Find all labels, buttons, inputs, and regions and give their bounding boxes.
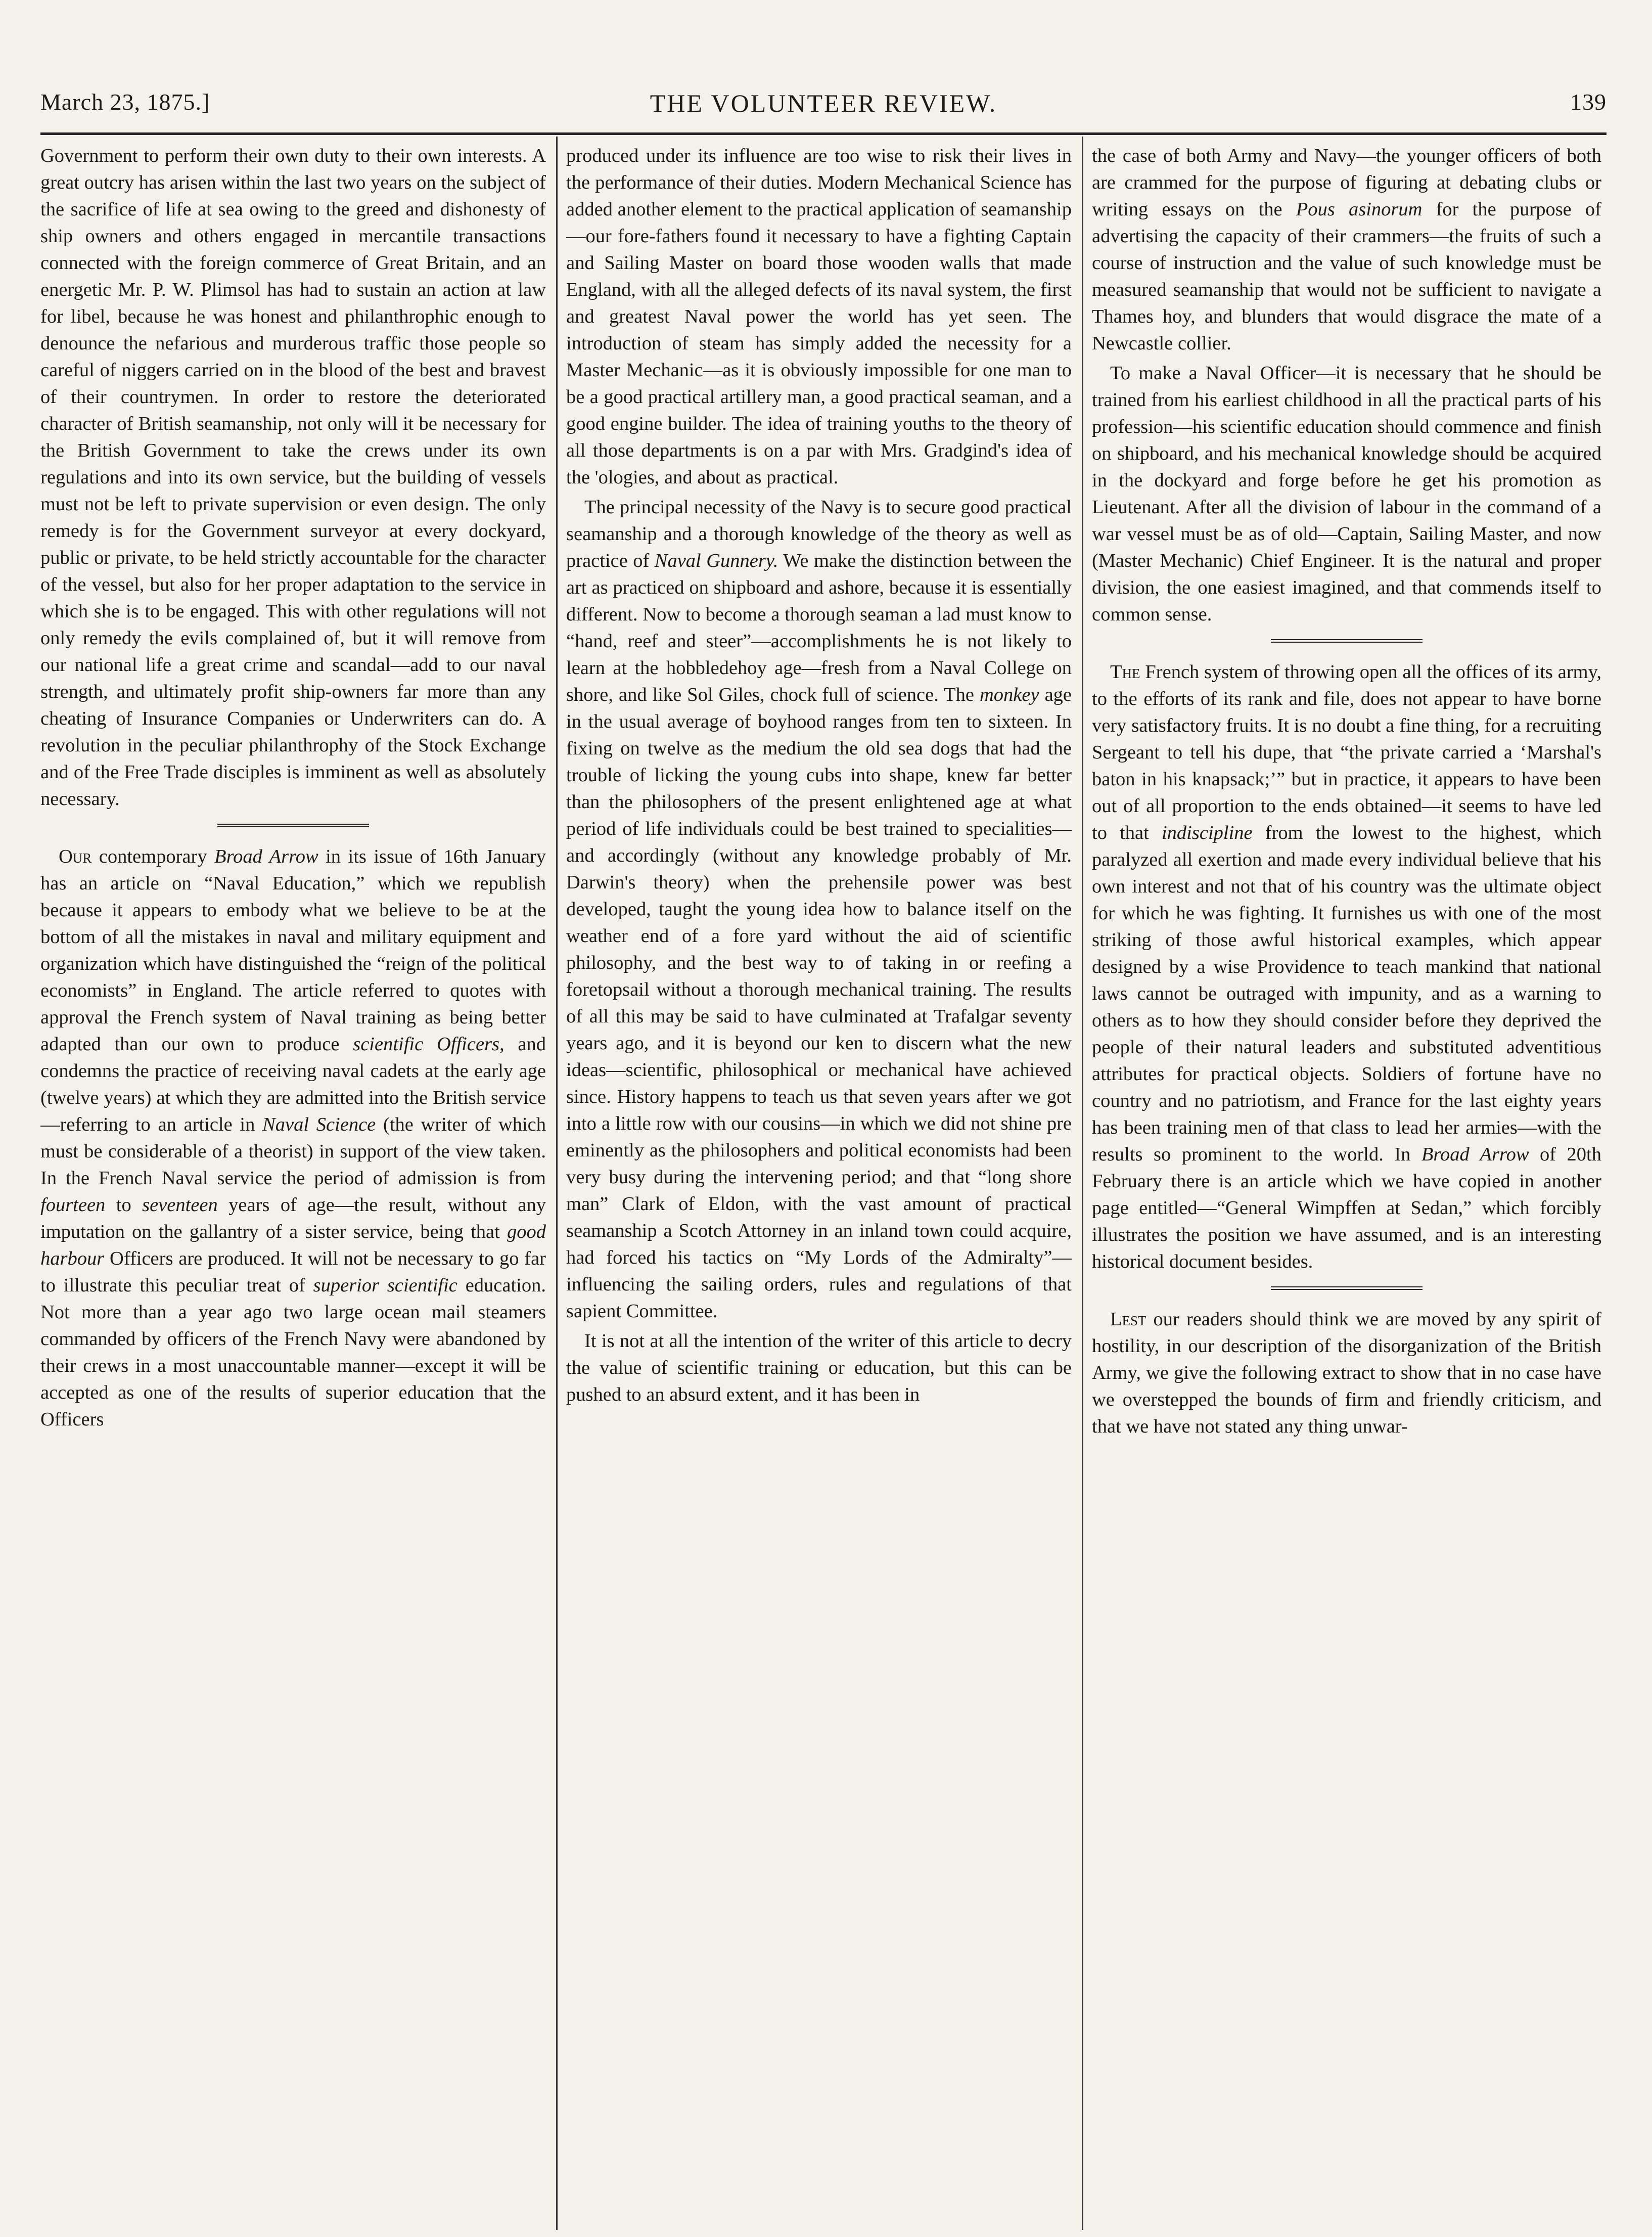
- page-number: 139: [1570, 89, 1607, 115]
- column-3: [1092, 143, 1601, 2221]
- section-separator: [1271, 1286, 1422, 1293]
- col1-paragraph-1: Government to perform their own duty to their own interests. A great outcry has arisen within the last two years on the subject of the sacrifice of life at sea owing to the greed and dishonesty of ship owners and others engaged in mercantile transactions connected with the foreign commerce of Great Britain, and an energetic Mr. P. W. Plimsol has had to sustain an action at law for libel, because he was honest and philanthrophic enough to denounce the nefarious and murderous traffic those people so careful of niggers carried on in the blood of the best and bravest of their countrymen. In order to restore the deteriorated character of British seamanship, not only will it be necessary for the British Government to take the crews under its own regulations and into its own service, but the building of vessels must not be left to private supervision or even design. The only remedy is for the Government surveyor at every dockyard, public or private, to be held strictly accountable for the character of the vessel, but also for her proper adaptation to the service in which she is to be engaged. This with other regulations will not only remedy the evils complained of, but it will remove from our national life a great crime and scandal—add to our naval strength, and ultimately profit ship-owners far more than any cheating of Insurance Companies or Underwriters can do. A revolution in the peculiar philanthrophy of the Stock Exchange and of the Free Trade disciples is imminent as well as absolutely necessary.: [40, 145, 546, 810]
- drop-word: Our: [59, 846, 92, 867]
- publication-title: THE VOLUNTEER REVIEW.: [650, 89, 997, 117]
- column-1: [40, 143, 546, 2221]
- header-rule: [40, 132, 1607, 135]
- section-separator: [1271, 639, 1422, 646]
- col2-paragraph-3: It is not at all the intention of the writer of this article to decry the value of scientific training or education, but this can be pushed to an absurd extent, and it has been in: [566, 1330, 1072, 1405]
- col3-paragraph-1: the case of both Army and Navy—the younger officers of both are crammed for the purpose of figuring at debating clubs or writing essays on the Pous asinorum for the purpose of advertising the capacity of their crammers—the fruits of such a course of instruction and the value of such knowledge must be measured seamanship that would not be sufficient to navigate a Thames hoy, and blunders that would disgrace the mate of a Newcastle collier.: [1092, 145, 1601, 354]
- col2-paragraph-2: The principal necessity of the Navy is to secure good practical seamanship and a thorough knowledge of the theory as well as practice of Naval Gunnery. We make the distinction between the art as practiced on shipboard and ashore, because it is essentially different. Now to become a thorough seaman a lad must know to “hand, reef and steer”—accomplishments he is not likely to learn at the hobbledehoy age—fresh from a Naval College on shore, and like Sol Giles, chock full of science. The monkey age in the usual average of boyhood ranges from ten to sixteen. In fixing on twelve as the medium the old sea dogs that had the trouble of licking the young cubs into shape, knew far better than the philosophers of the present enlightened age at what period of life individuals could be best trained to specialities—and accordingly (without any knowledge probably of Mr. Darwin's theory) when the prehensile power was best developed, taught the young idea how to balance itself on the weather end of a fore yard without the aid of scientific philosophy, and the best way to of taking in or reefing a foretopsail without a thorough mechanical training. The results of all this may be said to have culminated at Trafalgar seventy years ago, and it is beyond our ken to discern what the new ideas—scientific, philosophical or mechanical have achieved since. History happens to teach us that seven years after we got into a little row with our cousins—in which we did not shine pre eminently as the philosophers and political economists had been very busy during the intervening period; and that “long shore man” Clark of Eldon, with the vast amount of practical seamanship a Scotch Attorney in an inland town could acquire, had forced his tactics on “My Lords of the Admiralty”—influencing the sailing orders, rules and regulations of that sapient Committee.: [566, 497, 1072, 1322]
- drop-word: The: [1110, 661, 1140, 683]
- column-2: [566, 143, 1072, 2221]
- column-divider-1: [556, 137, 558, 2230]
- col2-paragraph-1: produced under its influence are too wise to risk their lives in the performance of their duties. Modern Mechanical Science has added another element to the practical application of seamanship—our fore-fathers found it necessary to have a fighting Captain and Sailing Master on board those wooden walls that made England, with all the alleged defects of its naval system, the first and greatest Naval power the world has yet seen. The introduction of steam has simply added the necessity for a Master Mechanic—as it is obviously impossible for one man to be a good practical artillery man, a good practical seaman, and a good engine builder. The idea of training youths to the theory of all those departments is on a par with Mrs. Gradgind's idea of the 'ologies, and about as practical.: [566, 145, 1072, 488]
- page-header: [40, 88, 1607, 129]
- column-divider-2: [1082, 137, 1083, 2230]
- col3-paragraph-2: To make a Naval Officer—it is necessary that he should be trained from his earliest childhood in all the practical parts of his profession—his scientific education should commence and finish on shipboard, and his mechanical knowledge should be acquired in the dockyard and forge before he get his promotion as Lieutenant. After all the division of labour in the command of a war vessel must be as of old—Captain, Sailing Master, and now (Master Mechanic) Chief Engineer. It is the natural and proper division, the one easiest imagined, and that commends itself to common sense.: [1092, 363, 1601, 625]
- issue-date: March 23, 1875.]: [40, 89, 210, 115]
- drop-word: Lest: [1110, 1309, 1146, 1330]
- section-separator: [217, 824, 369, 830]
- col3-paragraph-3: The French system of throwing open all the offices of its army, to the efforts of its rank and file, does not appear to have borne very satisfactory fruits. It is no doubt a fine thing, for a recruiting Sergeant to tell his dupe, that “the private carried a ‘Marshal's baton in his knapsack;’” but in practice, it appears to have been out of all proportion to the ends obtained—it seems to have led to that indiscipline from the lowest to the highest, which paralyzed all exertion and made every individual believe that his own interest and not that of his country was the ultimate object for which he was fighting. It furnishes us with one of the most striking of those awful historical examples, which appear designed by a wise Providence to teach mankind that national laws cannot be outraged with impunity, and as a warning to others as to how they should consider before they deprived the people of their natural leaders and substituted adventitious attributes for practical objects. Soldiers of fortune have no country and no patriotism, and France for the last eighty years has been training men of that class to lead her armies—with the results so prominent to the world. In Broad Arrow of 20th February there is an article which we have copied in another page entitled—“General Wimpffen at Sedan,” which forcibly illustrates the position we have assumed, and is an interesting historical document besides.: [1092, 661, 1601, 1272]
- col3-paragraph-4: Lest our readers should think we are moved by any spirit of hostility, in our description of the disorganization of the British Army, we give the following extract to show that in no case have we overstepped the bounds of firm and friendly criticism, and that we have not stated any thing unwar-: [1092, 1309, 1601, 1437]
- col1-paragraph-2: Our contemporary Broad Arrow in its issue of 16th January has an article on “Naval Education,” which we republish because it appears to embody what we believe to be at the bottom of all the mistakes in naval and military equipment and organization which have distinguished the “reign of the political economists” in England. The article referred to quotes with approval the French system of Naval training as being better adapted than our own to produce scientific Officers, and condemns the practice of receiving naval cadets at the early age (twelve years) at which they are admitted into the British service—referring to an article in Naval Science (the writer of which must be considerable of a theorist) in support of the view taken. In the French Naval service the period of admission is from fourteen to seventeen years of age—the result, without any imputation on the gallantry of a sister service, being that good harbour Officers are produced. It will not be necessary to go far to illustrate this peculiar treat of superior scientific education. Not more than a year ago two large ocean mail steamers commanded by officers of the French Navy were abandoned by their crews in a most unaccountable manner—except it will be accepted as one of the results of superior education that the Officers: [40, 846, 546, 1430]
